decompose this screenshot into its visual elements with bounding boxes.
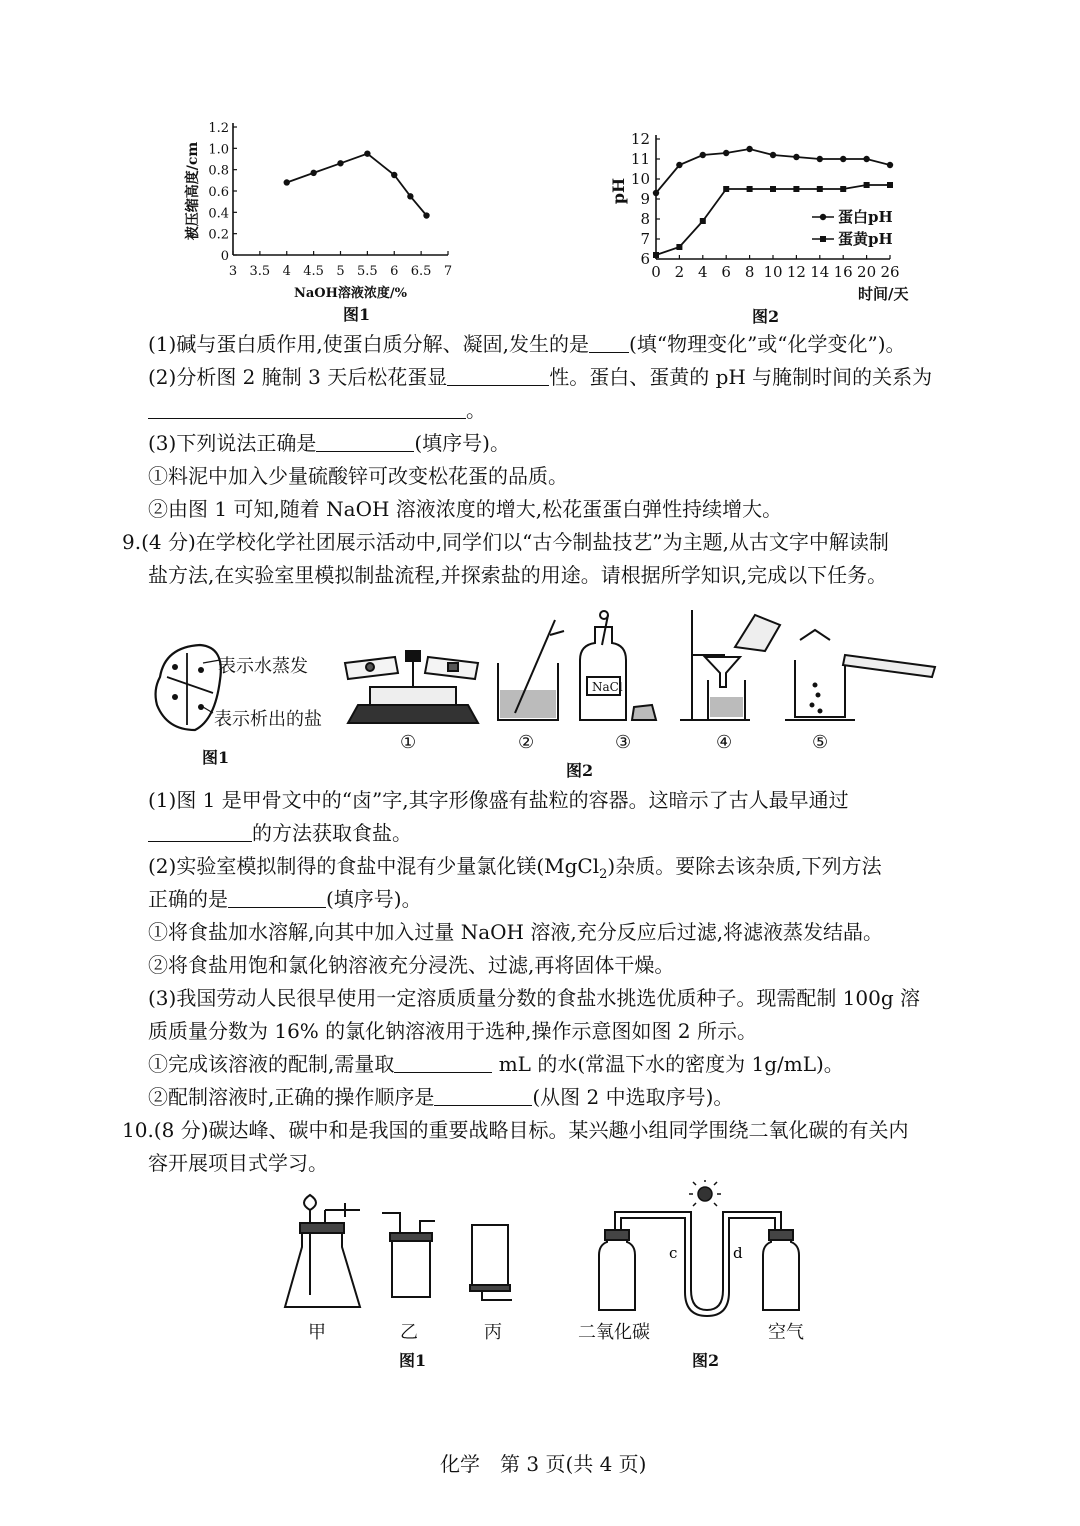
q8-part2 <box>148 363 932 391</box>
q10-fig2-label-co2: 二氧化碳 <box>578 1322 650 1343</box>
chart-1-x-tick-label: 6 <box>390 264 399 279</box>
q8-part3-text-a: (3)下列说法正确是 <box>148 431 317 455</box>
chart-2-legend-label: 蛋白pH <box>838 208 893 226</box>
q9-part2-text-a: (2)实验室模拟制得的食盐中混有少量氯化镁(MgCl <box>148 854 600 878</box>
chart-2-x-tick-label: 16 <box>833 263 853 281</box>
co2-bottle-icon <box>599 1230 635 1310</box>
q9-part2-text-c: 正确的是 <box>148 887 228 911</box>
q8-part2-blank-2[interactable] <box>148 398 466 419</box>
q8-part2-blank[interactable] <box>447 365 549 386</box>
q9-fig1-label-evaporation: 表示水蒸发 <box>218 656 308 677</box>
chart-2-point-1 <box>887 162 893 168</box>
chart-1-x-tick-label: 6.5 <box>410 264 432 279</box>
q9-part3-line2: 质质量分数为 16% 的氯化钠溶液用于选种,操作示意图如图 2 所示。 <box>148 1019 757 1043</box>
q8-part2-text-b: 性。蛋白、蛋黄的 pH 与腌制时间的关系为 <box>549 365 933 389</box>
q9-part1-text-b: 的方法获取食盐。 <box>252 821 412 845</box>
chart-1-y-tick-label: 0 <box>220 249 229 264</box>
q9-part3-q2 <box>148 1083 733 1111</box>
u-tube-icon <box>615 1212 781 1316</box>
chart-2-y-tick-label: 7 <box>640 230 650 248</box>
chart-1-y-tick-label: 1.2 <box>208 121 229 136</box>
q8-part1-text-b: (填“物理变化”或“化学变化”)。 <box>629 332 906 356</box>
q8-part2-answer-line <box>148 396 486 424</box>
chart-2-point-2 <box>676 244 682 250</box>
chart-2-point-2 <box>700 218 706 224</box>
chart-1-y-tick-label: 1.0 <box>208 142 229 158</box>
q9-step-4: ④ <box>716 732 733 753</box>
q9-step-1: ① <box>400 732 417 753</box>
chart-1-x-tick-label: 3 <box>228 264 238 279</box>
q8-part3 <box>148 429 510 457</box>
chart-2-point-2 <box>887 182 893 188</box>
flask-jia-icon <box>285 1195 360 1307</box>
q9-step-2: ② <box>518 732 535 753</box>
chart-1-point <box>284 179 290 185</box>
chart-1-point <box>364 150 370 156</box>
chart-1-x-tick-label: 5 <box>336 264 345 279</box>
q9-part3-blank-2[interactable] <box>434 1085 532 1106</box>
q10-fig2-label-air: 空气 <box>768 1322 804 1343</box>
beaker-stirring-icon <box>498 620 564 720</box>
chart-1-y-tick-label: 0.4 <box>208 206 229 222</box>
q10-fig2-label-c: c <box>669 1244 678 1262</box>
chart-2-x-tick-label: 8 <box>744 263 755 281</box>
chart-2-y-tick-label: 12 <box>630 130 650 148</box>
chart-2-point-1 <box>863 156 869 162</box>
chart-2-point-2 <box>653 252 659 258</box>
chart-2-x-tick-label: 10 <box>763 263 783 281</box>
q9-part1-answer-line <box>148 819 412 847</box>
chart-2-point-2 <box>793 186 799 192</box>
chart-2-point-1 <box>793 154 799 160</box>
nacl-bottle-icon <box>580 611 656 720</box>
q10-fig1-item-yi: 乙 <box>400 1322 418 1343</box>
q9-part3: (3)我国劳动人民很早使用一定溶质质量分数的食盐水挑选优质种子。现需配制 100g 溶 <box>148 986 921 1010</box>
q9-part1: (1)图 1 是甲骨文中的“卤”字,其字形像盛有盐粒的容器。这暗示了古人最早通过 <box>148 788 849 812</box>
chart-2-x-tick-label: 20 <box>857 263 877 281</box>
q9-part2-blank[interactable] <box>228 887 326 908</box>
q9-part3-blank-1[interactable] <box>394 1052 492 1073</box>
sun-icon <box>689 1180 721 1206</box>
chart-2-x-tick-label: 0 <box>651 263 661 281</box>
q9-fig2-apparatus <box>340 605 940 730</box>
q8-part3-text-b: (填序号)。 <box>414 431 510 455</box>
chart-1-point <box>310 170 316 176</box>
chart-1-y-label: 被压缩高度/cm <box>185 141 201 241</box>
q10-intro-2: 容开展项目式学习。 <box>148 1151 328 1175</box>
balance-icon <box>345 651 478 723</box>
chart-2-y-tick-label: 11 <box>630 150 650 168</box>
q9-intro-1: 9.(4 分)在学校化学社团展示活动中,同学们以“古今制盐技艺”为主题,从古文字中解读制 <box>122 530 889 554</box>
filtration-stand-icon <box>680 610 780 720</box>
chart-2-y-tick-label: 10 <box>630 170 650 188</box>
chart-2-x-tick-label: 6 <box>721 263 731 281</box>
chart-2-x-label: 时间/天 <box>858 285 909 303</box>
q9-option-2: ②将食盐用饱和氯化钠溶液充分浸洗、过滤,再将固体干燥。 <box>148 953 675 977</box>
chart-1-point <box>337 160 343 166</box>
chart-2-point-2 <box>747 186 753 192</box>
chart-1-x-tick-label: 3.5 <box>249 264 271 279</box>
q10-fig1-caption: 图1 <box>399 1351 427 1370</box>
q10-fig1-apparatus <box>280 1185 530 1320</box>
chart-2-legend-label: 蛋黄pH <box>838 230 893 248</box>
q8-part1-blank[interactable] <box>589 332 629 353</box>
chart-1-point <box>391 172 397 178</box>
q9-step-3: ③ <box>615 732 632 753</box>
chart-1-x-tick-label: 4.5 <box>303 264 324 279</box>
chart-2-x-tick-label: 2 <box>674 263 685 281</box>
q9-part2-text-d: (填序号)。 <box>326 887 422 911</box>
chart-1 <box>175 115 555 300</box>
chart-1-series-line <box>287 154 427 216</box>
chart-2-caption: 图2 <box>752 307 780 326</box>
chart-2-point-1 <box>770 152 776 158</box>
q10-fig1-item-jia: 甲 <box>308 1322 326 1343</box>
chart-2-point-1 <box>723 150 729 156</box>
nacl-bottle-label: NaCl <box>592 680 623 694</box>
chart-1-y-tick-label: 0.8 <box>208 163 229 179</box>
q9-part3-q1 <box>148 1050 844 1078</box>
chart-1-y-tick-label: 0.2 <box>208 227 229 243</box>
q9-part1-blank[interactable] <box>148 821 252 842</box>
q10-fig2-apparatus <box>585 1180 815 1320</box>
q8-part3-blank[interactable] <box>316 431 414 452</box>
chart-2 <box>600 125 910 305</box>
q9-part2 <box>148 852 882 889</box>
chart-2-point-1 <box>746 146 752 152</box>
q8-part2-end: 。 <box>466 398 486 422</box>
q8-part1-text-a: (1)碱与蛋白质作用,使蛋白质分解、凝固,发生的是 <box>148 332 590 356</box>
chart-2-point-1 <box>817 156 823 162</box>
q9-part3-text-e: ②配制溶液时,正确的操作顺序是 <box>148 1085 435 1109</box>
q8-part1 <box>148 330 906 358</box>
q9-part3-text-d: mL 的水(常温下水的密度为 1g/mL)。 <box>498 1052 844 1076</box>
q9-fig1-label-salt: 表示析出的盐 <box>214 709 322 730</box>
chart-1-caption: 图1 <box>343 305 371 324</box>
chart-2-x-tick-label: 12 <box>786 263 806 281</box>
chart-2-y-tick-label: 6 <box>640 250 650 268</box>
chart-2-y-tick-label: 8 <box>640 210 650 228</box>
cylinder-pouring-icon <box>785 630 935 720</box>
chart-1-point <box>423 212 429 218</box>
q10-intro-1: 10.(8 分)碳达峰、碳中和是我国的重要战略目标。某兴趣小组同学围绕二氧化碳的有关内 <box>122 1118 909 1142</box>
q9-part2-text-b: )杂质。要除去该杂质,下列方法 <box>607 854 882 878</box>
q9-intro-2: 盐方法,在实验室里模拟制盐流程,并探索盐的用途。请根据所学知识,完成以下任务。 <box>148 563 888 587</box>
chart-1-x-tick-label: 4 <box>282 264 291 279</box>
chart-2-point-2 <box>840 186 846 192</box>
bottle-bing-icon <box>470 1225 512 1300</box>
q9-fig1-caption: 图1 <box>202 748 230 767</box>
q8-part2-text-a: (2)分析图 2 腌制 3 天后松花蛋显 <box>148 365 448 389</box>
chart-2-point-1 <box>700 152 706 158</box>
q9-fig2-caption: 图2 <box>566 761 594 780</box>
q9-step-5: ⑤ <box>812 732 829 753</box>
chart-2-y-label: pH <box>609 177 628 205</box>
chart-2-point-2 <box>723 186 729 192</box>
q8-option-2: ②由图 1 可知,随着 NaOH 溶液浓度的增大,松花蛋蛋白弹性持续增大。 <box>148 497 783 521</box>
chart-2-point-2 <box>770 186 776 192</box>
air-bottle-icon <box>763 1230 799 1310</box>
chart-1-point <box>407 193 413 199</box>
chart-1-x-tick-label: 5.5 <box>357 264 378 279</box>
chart-2-point-2 <box>817 186 823 192</box>
q9-option-1: ①将食盐加水溶解,向其中加入过量 NaOH 溶液,充分反应后过滤,将滤液蒸发结晶。 <box>148 920 884 944</box>
chart-1-y-tick-label: 0.6 <box>208 185 229 200</box>
bottle-yi-icon <box>382 1213 435 1297</box>
q10-fig2-label-d: d <box>733 1244 743 1262</box>
q8-option-1: ①料泥中加入少量硫酸锌可改变松花蛋的品质。 <box>148 464 568 488</box>
chart-2-x-tick-label: 4 <box>698 263 708 281</box>
q10-fig1-item-bing: 丙 <box>484 1322 502 1343</box>
page-footer: 化学 第 3 页(共 4 页) <box>440 1452 647 1476</box>
q9-part2-answer-line <box>148 885 422 913</box>
q9-part3-text-f: (从图 2 中选取序号)。 <box>532 1085 734 1109</box>
chart-1-x-label: NaOH溶液浓度/% <box>293 286 408 300</box>
q10-fig2-caption: 图2 <box>692 1351 720 1370</box>
q9-part3-text-c: ①完成该溶液的配制,需量取 <box>148 1052 395 1076</box>
chart-2-point-2 <box>864 182 870 188</box>
chart-2-x-tick-label: 14 <box>810 263 830 281</box>
chart-2-point-1 <box>840 156 846 162</box>
chart-2-legend-marker <box>820 236 826 242</box>
chart-2-legend-marker <box>820 214 826 220</box>
chart-2-point-1 <box>653 190 659 196</box>
chart-2-x-tick-label: 26 <box>880 263 900 281</box>
chart-2-point-1 <box>676 162 682 168</box>
chart-1-x-tick-label: 7 <box>443 264 453 279</box>
chart-2-y-tick-label: 9 <box>640 190 650 208</box>
q9-part2-subscript: 2 <box>599 867 608 882</box>
